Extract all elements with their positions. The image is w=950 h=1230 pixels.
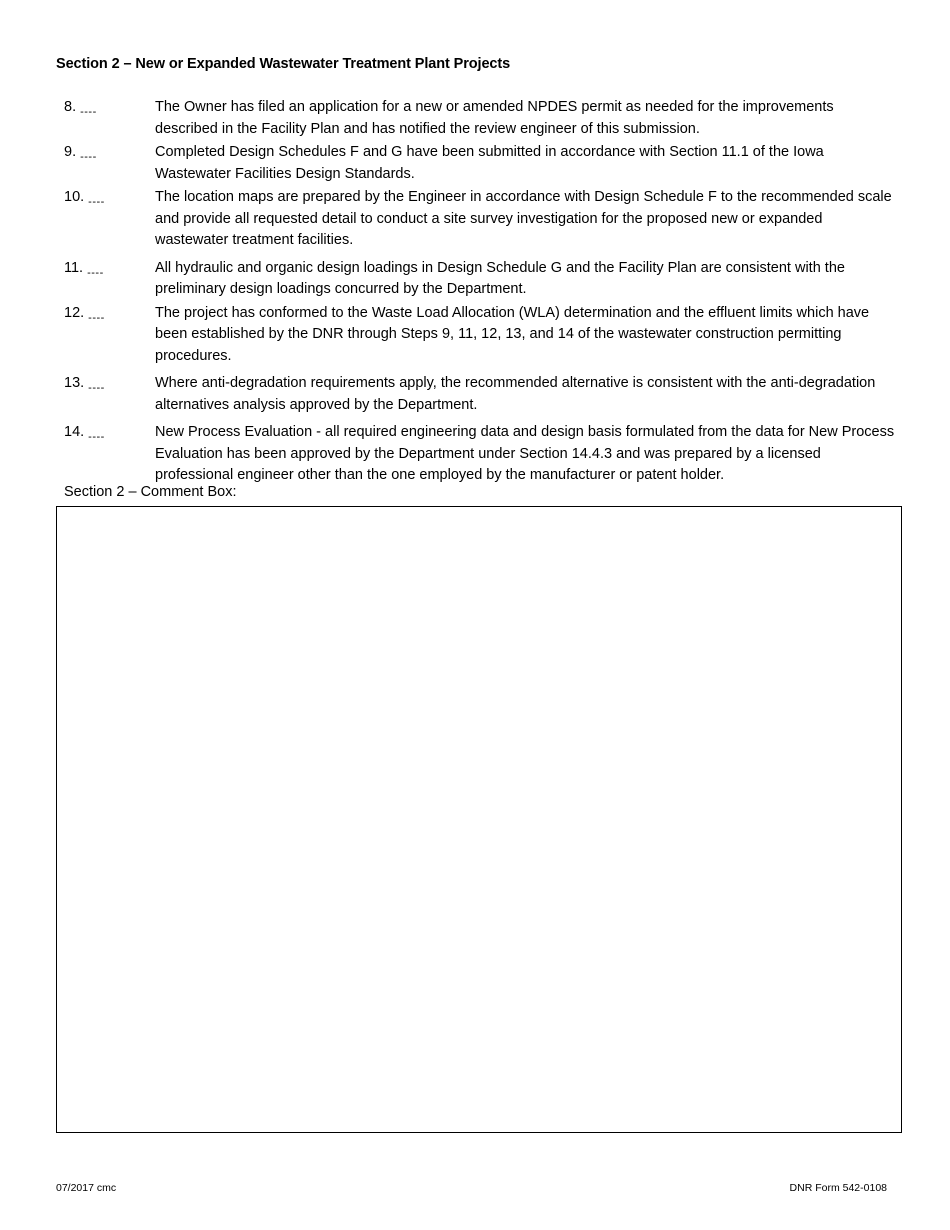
item-number: 9. [64,144,77,160]
checklist-item-8 [64,97,899,140]
item-number: 10. [64,189,85,205]
item-checkbox[interactable]: ---- [88,382,105,394]
section-title: Section 2 – New or Expanded Wastewater Treatment Plant Projects [56,56,511,72]
item-checkbox[interactable]: ---- [88,311,105,324]
footer-form-number: DNR Form 542-0108 [789,1182,887,1194]
checklist-item-13 [64,373,899,416]
item-text: The Owner has filed an application for a new or amended NPDES permit as needed for the improvements described in the Facility Plan and has notified the review engineer of this submission. [155,99,834,137]
footer-date-code: 07/2017 cmc [56,1182,117,1194]
item-number: 13. [64,375,85,391]
item-number: 14. [64,424,85,440]
comment-box[interactable] [56,506,902,1133]
checklist [64,97,899,489]
item-text: The location maps are prepared by the Engineer in accordance with Design Schedule F to the recommended scale and provide all requested detail to conduct a site survey investigation for the proposed new or expanded wastewater treatment facilities. [155,189,892,248]
checklist-item-10 [64,187,899,252]
checklist-item-12 [64,303,899,368]
item-text: Where anti-degradation requirements apply, the recommended alternative is consistent with the anti-degradation alternatives analysis approved by the Department. [155,375,876,413]
item-number: 11. [64,259,84,276]
item-text: All hydraulic and organic design loadings in Design Schedule G and the Facility Plan are consistent with the preliminary design loadings concurred by the Department. [155,259,845,297]
item-checkbox[interactable]: ---- [88,431,105,443]
item-text: The project has conformed to the Waste Load Allocation (WLA) determination and the effluent limits which have been established by the DNR through Steps 9, 11, 12, 13, and 14 of the wastewater construction permitting procedures. [155,304,870,364]
item-text: New Process Evaluation - all required engineering data and design basis formulated from the data for New Process Evaluation has been approved by the Department under Section 14.4.3 and was prepared by a licensed professional engineer other than the one employed by the manufacturer or patent holder. [155,424,895,483]
checklist-item-11 [64,258,899,301]
item-number: 8. [64,99,77,115]
comment-box-label: Section 2 – Comment Box: [64,484,237,500]
item-checkbox[interactable]: ---- [88,196,105,208]
item-number: 12. [64,304,85,321]
item-checkbox[interactable]: ---- [87,266,104,279]
item-checkbox[interactable]: ---- [80,106,97,118]
item-checkbox[interactable]: ---- [80,151,97,163]
checklist-item-9 [64,142,899,185]
checklist-item-14 [64,422,899,487]
item-text: Completed Design Schedules F and G have been submitted in accordance with Section 11.1 of the Iowa Wastewater Facilities Design Standards. [155,144,824,182]
